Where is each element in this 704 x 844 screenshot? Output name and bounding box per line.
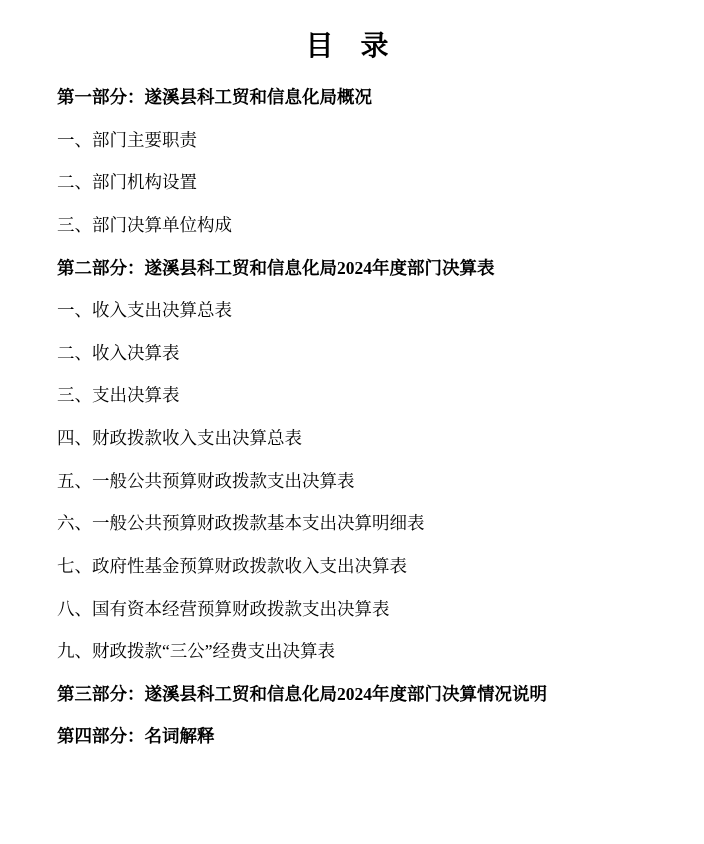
toc-entry-label: 九、财政拨款“三公”经费支出决算表 bbox=[57, 641, 336, 662]
toc-entry-label: 第四部分：名词解释 bbox=[57, 726, 215, 747]
toc-entry-item-2-8[interactable] bbox=[22, 598, 686, 622]
toc-entry-label: 六、一般公共预算财政拨款基本支出决算明细表 bbox=[57, 513, 425, 534]
toc-entry-label: 第一部分：遂溪县科工贸和信息化局概况 bbox=[57, 87, 372, 107]
toc-entry-item-1-3[interactable] bbox=[22, 214, 686, 238]
toc-entry-label: 五、一般公共预算财政拨款支出决算表 bbox=[57, 470, 355, 491]
page-title: 目 录 bbox=[305, 31, 399, 62]
toc-entry-item-1-1[interactable] bbox=[22, 129, 686, 153]
toc-entry-part-4[interactable] bbox=[22, 725, 686, 749]
toc-entry-item-1-2[interactable] bbox=[22, 171, 686, 195]
toc-entry-label: 一、收入支出决算总表 bbox=[57, 300, 232, 321]
toc-entry-label: 八、国有资本经营预算财政拨款支出决算表 bbox=[57, 598, 390, 619]
toc-entry-label: 四、财政拨款收入支出决算总表 bbox=[57, 428, 302, 448]
toc-entry-label: 七、政府性基金预算财政拨款收入支出决算表 bbox=[57, 555, 407, 576]
toc-entry-label: 三、支出决算表 bbox=[57, 385, 180, 406]
toc-entry-label: 第二部分：遂溪县科工贸和信息化局2024年度部门决算表 bbox=[57, 257, 495, 278]
toc-entry-label: 三、部门决算单位构成 bbox=[57, 214, 232, 235]
toc-entry-part-3[interactable] bbox=[22, 683, 686, 707]
toc-entry-item-2-5[interactable] bbox=[22, 470, 686, 494]
toc-entry-label: 一、部门主要职责 bbox=[57, 129, 197, 150]
toc-entry-item-2-1[interactable] bbox=[22, 299, 686, 323]
toc-entry-part-1[interactable] bbox=[22, 86, 686, 110]
toc-entry-part-2[interactable] bbox=[22, 257, 686, 281]
document-page bbox=[0, 24, 704, 844]
toc-entry-label: 二、部门机构设置 bbox=[57, 172, 197, 193]
toc-entry-item-2-3[interactable] bbox=[22, 384, 686, 408]
toc-entry-item-2-7[interactable] bbox=[22, 555, 686, 579]
toc-entry-label: 第三部分：遂溪县科工贸和信息化局2024年度部门决算情况说明 bbox=[57, 683, 547, 704]
table-of-contents bbox=[0, 86, 704, 749]
toc-entry-item-2-9[interactable] bbox=[22, 640, 686, 664]
toc-entry-item-2-6[interactable] bbox=[22, 512, 686, 536]
toc-entry-item-2-2[interactable] bbox=[22, 342, 686, 366]
toc-entry-item-2-4[interactable] bbox=[22, 427, 686, 451]
toc-entry-label: 二、收入决算表 bbox=[57, 342, 180, 363]
